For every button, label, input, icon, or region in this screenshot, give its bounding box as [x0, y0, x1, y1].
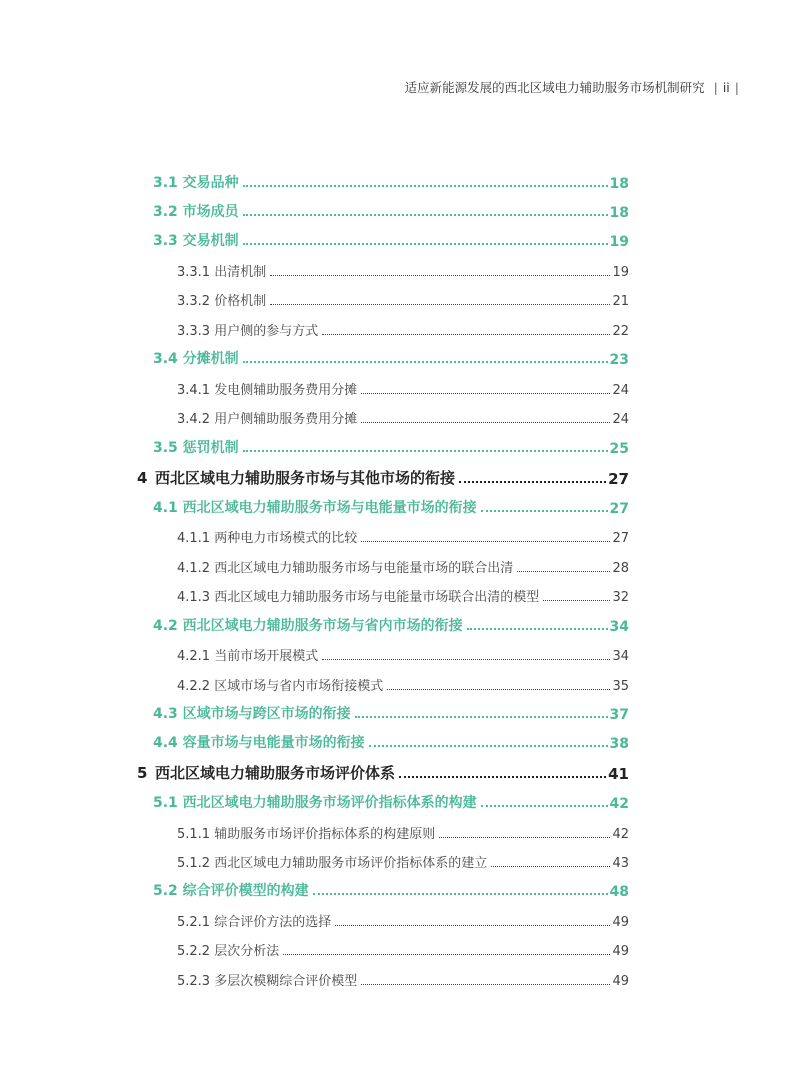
toc-dot-leader: [355, 716, 608, 718]
toc-page-number: 28: [612, 561, 629, 576]
toc-entry-label: 5.2.1 综合评价方法的选择: [177, 915, 332, 930]
toc-entry-label: 3.5 惩罚机制: [153, 440, 239, 456]
toc-entry-label: 3.3.2 价格机制: [177, 294, 267, 309]
header-separator-end: |: [734, 80, 739, 95]
toc-entry-label: 西北区域电力辅助服务市场评价体系: [155, 764, 396, 782]
toc-entry-label: 5.1.1 辅助服务市场评价指标体系的构建原则: [177, 827, 436, 842]
toc-entry[interactable]: [0, 786, 800, 812]
toc-entry-label: 4.2.1 当前市场开展模式: [177, 649, 319, 664]
toc-entry-title: [137, 762, 395, 783]
toc-page-number: 43: [612, 856, 629, 871]
toc-entry-title: [153, 703, 351, 723]
toc-entry-title: [177, 675, 383, 694]
toc-entry-label: 5.2 综合评价模型的构建: [153, 883, 309, 899]
toc-page-number: 27: [609, 501, 629, 517]
toc-entry[interactable]: [0, 816, 800, 842]
toc-chapter-number: 4: [137, 469, 148, 487]
toc-entry[interactable]: [0, 491, 800, 517]
toc-entry-label: 4.1 西北区域电力辅助服务市场与电能量市场的衔接: [153, 500, 477, 516]
toc-dot-leader: [481, 510, 608, 512]
toc-page-number: 22: [612, 324, 629, 339]
toc-entry[interactable]: [0, 462, 800, 488]
toc-entry[interactable]: [0, 963, 800, 989]
toc-dot-leader: [243, 243, 608, 245]
toc-entry-title: [177, 557, 513, 576]
toc-dot-leader: [361, 422, 610, 423]
toc-entry-title: [177, 940, 279, 959]
toc-entry[interactable]: [0, 224, 800, 250]
toc-entry-label: 3.3 交易机制: [153, 233, 239, 249]
toc-entry-label: 3.3.3 用户侧的参与方式: [177, 324, 319, 339]
toc-entry-title: [177, 823, 435, 842]
toc-entry-label: 4.2.2 区域市场与省内市场衔接模式: [177, 679, 384, 694]
toc-entry-label: 3.3.1 出清机制: [177, 265, 267, 280]
toc-entry-label: 5.1.2 西北区域电力辅助服务市场评价指标体系的建立: [177, 856, 488, 871]
toc-entry-title: [177, 852, 487, 871]
toc-dot-leader: [361, 393, 610, 394]
toc-page-number: 23: [609, 352, 629, 368]
toc-entry-title: [177, 379, 357, 398]
toc-dot-leader: [459, 481, 606, 483]
toc-entry[interactable]: [0, 579, 800, 605]
toc-entry-title: [177, 261, 266, 280]
toc-entry-title: [177, 320, 318, 339]
toc-page-number: 37: [609, 707, 629, 723]
toc-entry[interactable]: [0, 401, 800, 427]
toc-entry-label: 3.4.1 发电侧辅助服务费用分摊: [177, 383, 358, 398]
toc-page-number: 19: [612, 265, 629, 280]
running-header: [56, 78, 744, 96]
toc-page-number: 49: [612, 974, 629, 989]
toc-page-number: 35: [612, 679, 629, 694]
toc-dot-leader: [335, 925, 610, 926]
toc-entry[interactable]: [0, 757, 800, 783]
toc-page-number: 18: [609, 176, 629, 192]
toc-dot-leader: [322, 659, 610, 660]
toc-page-number: 18: [609, 205, 629, 221]
toc-page-number: 49: [612, 915, 629, 930]
toc-dot-leader: [517, 571, 610, 572]
toc-dot-leader: [270, 304, 610, 305]
toc-dot-leader: [543, 600, 610, 601]
toc-entry[interactable]: [0, 638, 800, 664]
toc-entry-title: [177, 527, 357, 546]
toc-dot-leader: [270, 275, 610, 276]
toc-entry-label: 西北区域电力辅助服务市场与其他市场的衔接: [155, 469, 456, 487]
toc-entry[interactable]: [0, 697, 800, 723]
toc-entry-label: 4.2 西北区域电力辅助服务市场与省内市场的衔接: [153, 618, 463, 634]
toc-entry-title: [153, 201, 239, 221]
toc-entry-title: [153, 230, 239, 250]
toc-entry-title: [153, 348, 239, 368]
toc-entry[interactable]: [0, 283, 800, 309]
toc-dot-leader: [369, 745, 608, 747]
toc-entry-label: 5.1 西北区域电力辅助服务市场评价指标体系的构建: [153, 795, 477, 811]
toc-entry-label: 5.2.3 多层次模糊综合评价模型: [177, 974, 358, 989]
toc-entry-title: [153, 792, 477, 812]
toc-page-number: 27: [608, 470, 629, 488]
toc-entry[interactable]: [0, 166, 800, 192]
toc-entry[interactable]: [0, 874, 800, 900]
toc-entry-label: 3.4 分摊机制: [153, 351, 239, 367]
toc-entry-title: [153, 615, 463, 635]
toc-entry[interactable]: [0, 520, 800, 546]
toc-dot-leader: [399, 776, 606, 778]
toc-entry-title: [177, 290, 266, 309]
toc-entry[interactable]: [0, 904, 800, 930]
toc-entry-title: [153, 497, 477, 517]
toc-page-number: 19: [609, 234, 629, 250]
toc-entry-title: [177, 586, 539, 605]
toc-entry-title: [177, 970, 357, 989]
toc-entry-title: [153, 172, 239, 192]
toc-dot-leader: [387, 689, 610, 690]
toc-entry-title: [153, 880, 309, 900]
toc-dot-leader: [243, 214, 608, 216]
toc-entry-title: [153, 437, 239, 457]
toc-page-number: 24: [612, 383, 629, 398]
toc-dot-leader: [467, 628, 608, 630]
toc-entry-label: 3.1 交易品种: [153, 175, 239, 191]
toc-entry-label: 5.2.2 层次分析法: [177, 944, 280, 959]
toc-entry[interactable]: [0, 372, 800, 398]
toc-dot-leader: [283, 954, 610, 955]
toc-entry[interactable]: [0, 254, 800, 280]
toc-entry-title: [177, 911, 331, 930]
toc-entry-label: 3.2 市场成员: [153, 204, 239, 220]
toc-page-number: 41: [608, 765, 629, 783]
toc-entry-title: [137, 467, 455, 488]
toc-page-number: 34: [612, 649, 629, 664]
toc-entry-label: 4.1.2 西北区域电力辅助服务市场与电能量市场的联合出清: [177, 561, 514, 576]
toc-dot-leader: [243, 185, 608, 187]
toc-page-number: 27: [612, 531, 629, 546]
toc-dot-leader: [322, 334, 610, 335]
toc-entry[interactable]: [0, 313, 800, 339]
toc-page-number: 24: [612, 412, 629, 427]
header-page-number: ii: [722, 80, 730, 95]
header-separator: |: [713, 80, 718, 95]
toc-entry-title: [153, 732, 365, 752]
toc-page-number: 48: [609, 884, 629, 900]
toc-entry-label: 4.3 区域市场与跨区市场的衔接: [153, 706, 351, 722]
toc-entry-label: 4.1.1 两种电力市场模式的比较: [177, 531, 358, 546]
toc-page-number: 49: [612, 944, 629, 959]
toc-entry[interactable]: [0, 195, 800, 221]
toc-page-number: 38: [609, 736, 629, 752]
toc-page-number: 25: [609, 441, 629, 457]
header-title: 适应新能源发展的西北区域电力辅助服务市场机制研究: [404, 80, 705, 95]
toc-chapter-number: 5: [137, 764, 148, 782]
toc-entry[interactable]: [0, 845, 800, 871]
toc-dot-leader: [491, 866, 610, 867]
toc-page-number: 32: [612, 590, 629, 605]
toc-entry-label: 4.4 容量市场与电能量市场的衔接: [153, 735, 365, 751]
toc-entry[interactable]: [0, 933, 800, 959]
toc-entry[interactable]: [0, 550, 800, 576]
toc-entry-title: [177, 408, 357, 427]
toc-dot-leader: [361, 984, 610, 985]
toc-page-number: 42: [612, 827, 629, 842]
toc-dot-leader: [439, 837, 610, 838]
toc-entry[interactable]: [0, 726, 800, 752]
toc-entry[interactable]: [0, 342, 800, 368]
toc-entry[interactable]: [0, 668, 800, 694]
toc-entry[interactable]: [0, 609, 800, 635]
toc-entry-label: 4.1.3 西北区域电力辅助服务市场与电能量市场联合出清的模型: [177, 590, 540, 605]
toc-dot-leader: [361, 541, 610, 542]
toc-page-number: 42: [609, 796, 629, 812]
toc-dot-leader: [243, 361, 608, 363]
toc-dot-leader: [313, 893, 608, 895]
toc-dot-leader: [481, 805, 608, 807]
toc-entry-label: 3.4.2 用户侧辅助服务费用分摊: [177, 412, 358, 427]
toc-entry[interactable]: [0, 431, 800, 457]
toc-page-number: 21: [612, 294, 629, 309]
toc-page-number: 34: [609, 619, 629, 635]
toc-dot-leader: [243, 450, 608, 452]
toc-entry-title: [177, 645, 318, 664]
